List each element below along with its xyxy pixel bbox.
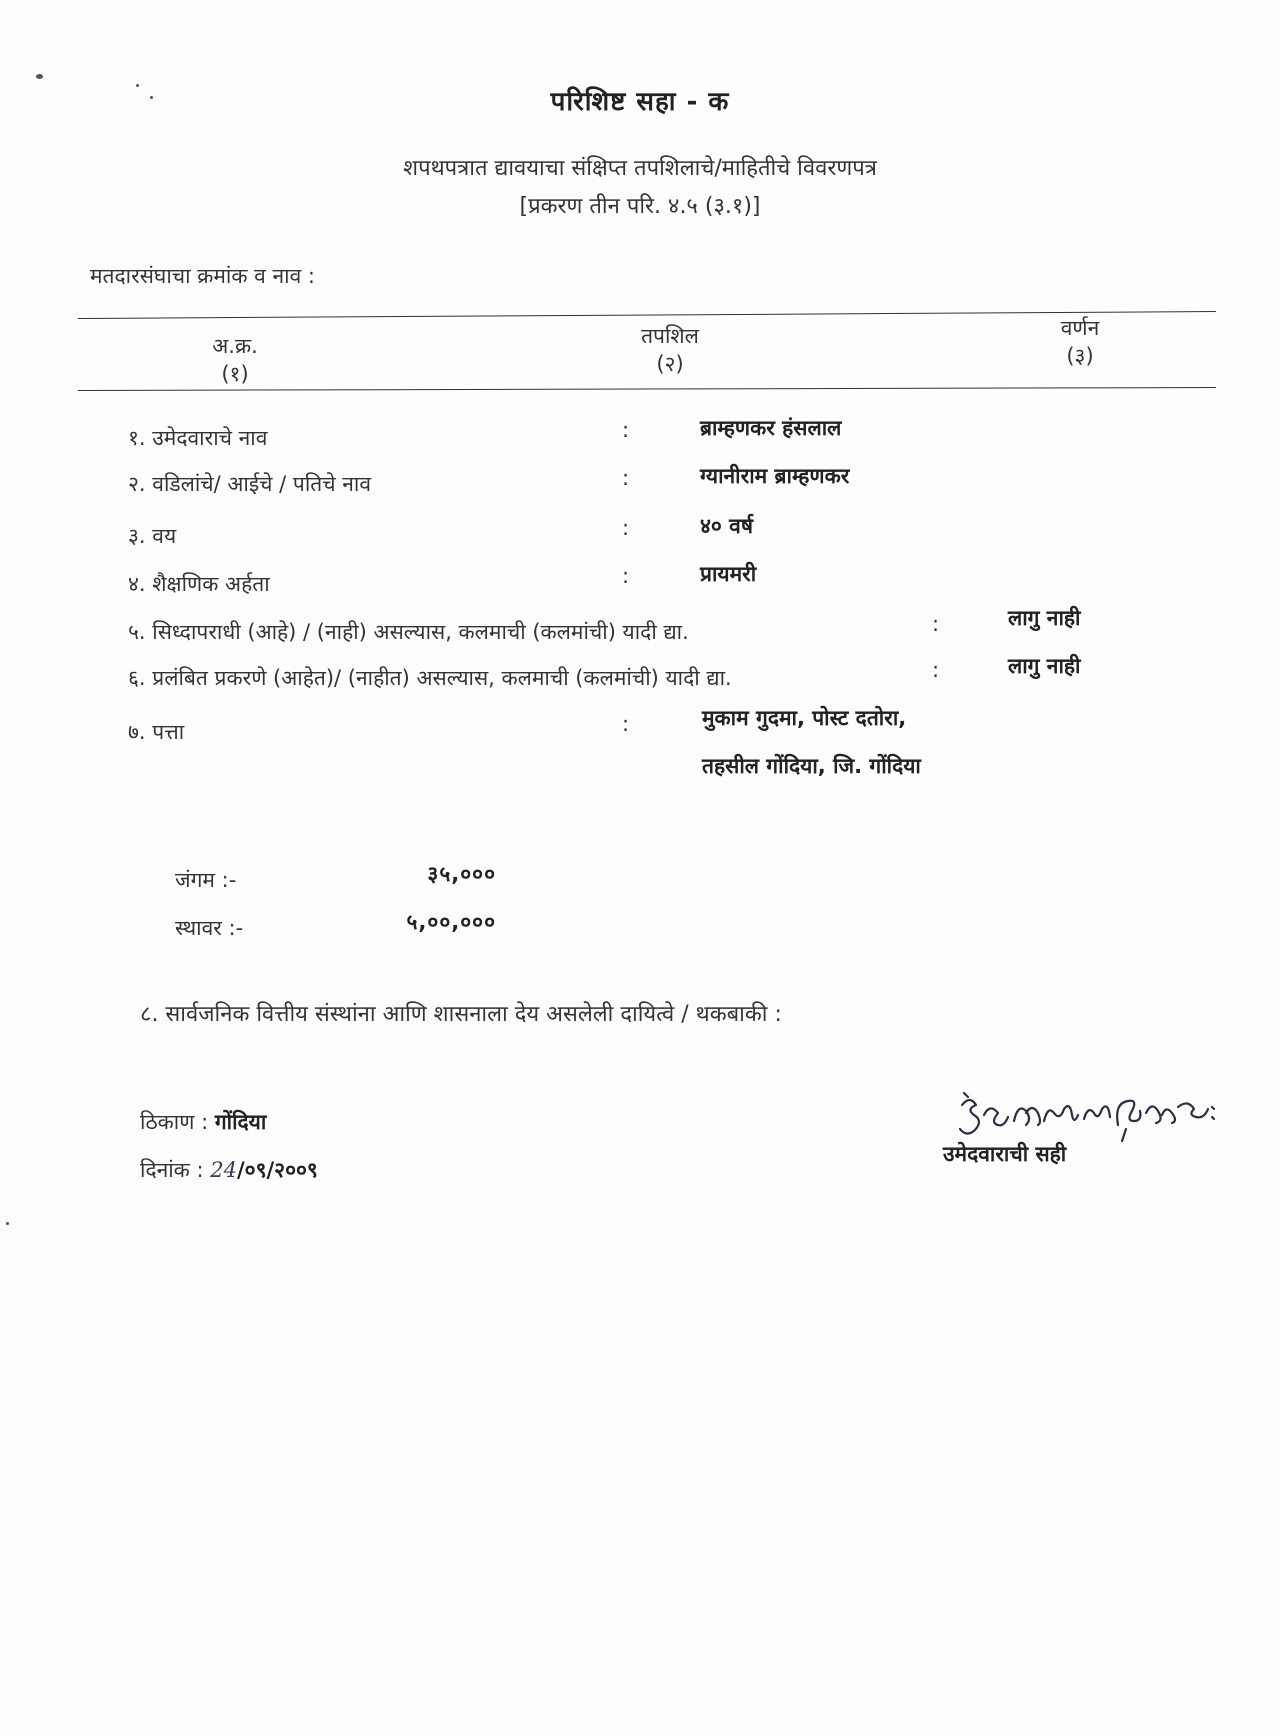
row-value-address-line1: मुकाम गुदमा, पोस्ट दतोरा, bbox=[702, 706, 907, 730]
row-value-education: प्रायमरी bbox=[700, 562, 757, 586]
row-value-age: ४० वर्ष bbox=[700, 514, 753, 538]
constituency-label: मतदारसंघाचा क्रमांक व नाव : bbox=[90, 264, 316, 288]
row-value-parent-name: ग्यानीराम ब्राम्हणकर bbox=[700, 464, 850, 488]
place-row bbox=[140, 1108, 266, 1136]
row-value-convictions: लागु नाही bbox=[1008, 606, 1081, 630]
scan-speck bbox=[36, 74, 43, 79]
liabilities-label: ८. सार्वजनिक वित्तीय संस्थांना आणि शासनाला देय असलेली दायित्वे / थकबाकी : bbox=[140, 1002, 782, 1027]
row-label-education: ४. शैक्षणिक अर्हता bbox=[128, 572, 270, 596]
col-head-number: (३) bbox=[1066, 344, 1094, 368]
asset-label-movable: जंगम :- bbox=[175, 868, 237, 892]
row-colon: : bbox=[622, 418, 630, 442]
place-label: ठिकाण : bbox=[140, 1110, 209, 1134]
col-head-label: अ.क्र. bbox=[212, 334, 258, 358]
asset-label-immovable: स्थावर :- bbox=[175, 916, 244, 940]
row-colon: : bbox=[622, 564, 630, 588]
row-colon: : bbox=[932, 658, 940, 682]
col-head-number: (२) bbox=[656, 352, 684, 376]
col-head-description bbox=[1020, 314, 1140, 370]
row-label-candidate-name: १. उमेदवाराचे नाव bbox=[128, 426, 268, 450]
document-title: परिशिष्ट सहा - क bbox=[550, 87, 730, 117]
date-label: दिनांक : bbox=[140, 1158, 204, 1182]
row-value-candidate-name: ब्राम्हणकर हंसलाल bbox=[700, 416, 842, 440]
row-label-convictions: ५. सिध्दापराधी (आहे) / (नाही) असल्यास, कलमाची (कलमांची) यादी द्या. bbox=[128, 620, 689, 644]
place-value: गोंदिया bbox=[214, 1110, 267, 1134]
row-colon: : bbox=[622, 712, 630, 736]
col-head-number: (१) bbox=[221, 362, 249, 386]
document-subtitle: शपथपत्रात द्यावयाचा संक्षिप्त तपशिलाचे/माहितीचे विवरणपत्र bbox=[403, 156, 877, 181]
col-head-label: वर्णन bbox=[1060, 316, 1100, 340]
asset-value-immovable: ५,००,००० bbox=[406, 910, 496, 934]
date-month-year: /०९/२००९ bbox=[236, 1158, 318, 1182]
col-head-serial bbox=[170, 332, 300, 388]
asset-value-movable: ३५,००० bbox=[427, 862, 496, 886]
row-label-age: ३. वय bbox=[128, 524, 177, 548]
date-row bbox=[140, 1156, 318, 1184]
row-label-pending-cases: ६. प्रलंबित प्रकरणे (आहेत)/ (नाहीत) असल्यास, कलमाची (कलमांची) यादी द्या. bbox=[128, 666, 732, 690]
candidate-signature bbox=[950, 1085, 1250, 1145]
document-reference: [प्रकरण तीन परि. ४.५ (३.१)] bbox=[519, 194, 761, 219]
row-colon: : bbox=[622, 516, 630, 540]
row-value-address-line2: तहसील गोंदिया, जि. गोंदिया bbox=[702, 754, 921, 778]
scan-speck bbox=[6, 1222, 9, 1225]
signature-caption: उमेदवाराची सही bbox=[943, 1142, 1067, 1166]
col-head-label: तपशिल bbox=[641, 324, 699, 348]
row-colon: : bbox=[622, 466, 630, 490]
row-label-parent-name: २. वडिलांचे/ आईचे / पतिचे नाव bbox=[128, 472, 372, 496]
date-day-handwritten: 24 bbox=[210, 1158, 237, 1182]
row-value-pending-cases: लागु नाही bbox=[1008, 654, 1081, 678]
row-colon: : bbox=[932, 612, 940, 636]
row-label-address: ७. पत्ता bbox=[128, 720, 185, 744]
col-head-details bbox=[600, 322, 740, 378]
